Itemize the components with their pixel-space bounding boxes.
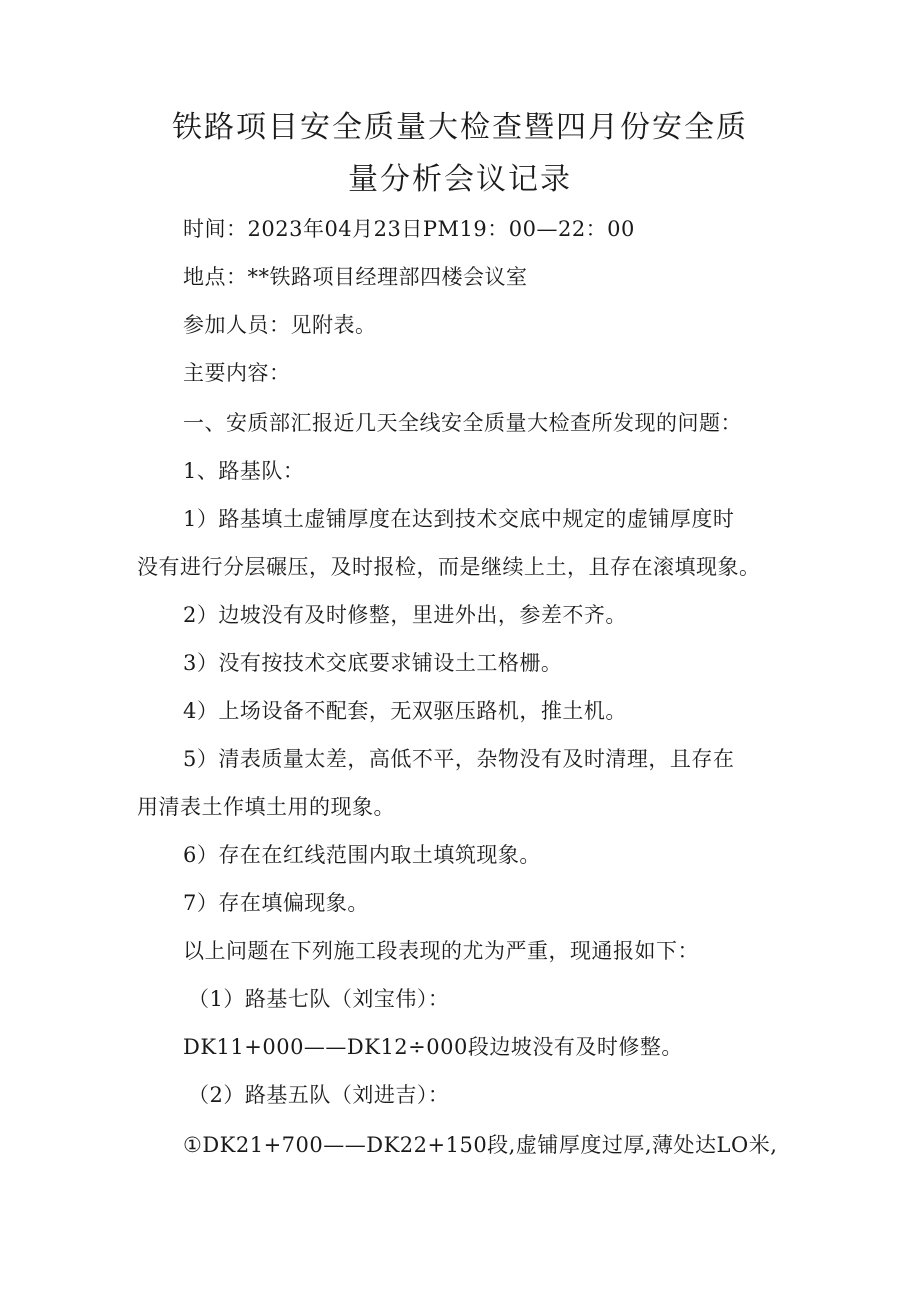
main-content-heading: 主要内容： [183, 361, 291, 385]
section-heading-1: 一、安质部汇报近几天全线安全质量大检查所发现的问题： [183, 411, 742, 435]
meeting-time: 时间：2023年04月23日PM19：00—22：00 [183, 217, 635, 241]
issue-item-5-line-2: 用清表土作填土用的现象。 [137, 795, 395, 819]
document-title-line-1: 铁路项目安全质量大检查暨四月份安全质 [172, 110, 748, 145]
issue-item-3: 3）没有按技术交底要求铺设土工格栅。 [183, 651, 563, 675]
issue-item-4: 4）上场设备不配套，无双驱压路机，推土机。 [183, 699, 627, 723]
meeting-attendees: 参加人员：见附表。 [183, 313, 377, 337]
team-5-heading: （2）路基五队（刘进吉）： [188, 1083, 450, 1107]
team-5-detail: ①DK21+700——DK22+150段,虚铺厚度过厚,薄处达LO米, [183, 1133, 778, 1157]
issue-item-1-line-2: 没有进行分层碾压，及时报检，而是继续上土，且存在滚填现象。 [137, 555, 761, 579]
issue-item-1-line-1: 1）路基填土虚铺厚度在达到技术交底中规定的虚铺厚度时 [183, 507, 735, 531]
issue-item-6: 6）存在在红线范围内取土填筑现象。 [183, 843, 541, 867]
subsection-heading-roadbed: 1、路基队： [183, 459, 305, 483]
document-title-line-2: 量分析会议记录 [348, 162, 572, 197]
meeting-place: 地点：**铁路项目经理部四楼会议室 [183, 265, 528, 289]
summary-statement: 以上问题在下列施工段表现的尤为严重，现通报如下： [183, 939, 699, 963]
issue-item-7: 7）存在填偏现象。 [183, 891, 369, 915]
team-7-detail: DK11+000——DK12÷000段边坡没有及时修整。 [183, 1035, 683, 1059]
issue-item-2: 2）边坡没有及时修整，里进外出，参差不齐。 [183, 603, 627, 627]
issue-item-5-line-1: 5）清表质量太差，高低不平，杂物没有及时清理，且存在 [183, 747, 735, 771]
team-7-heading: （1）路基七队（刘宝伟）： [188, 987, 450, 1011]
